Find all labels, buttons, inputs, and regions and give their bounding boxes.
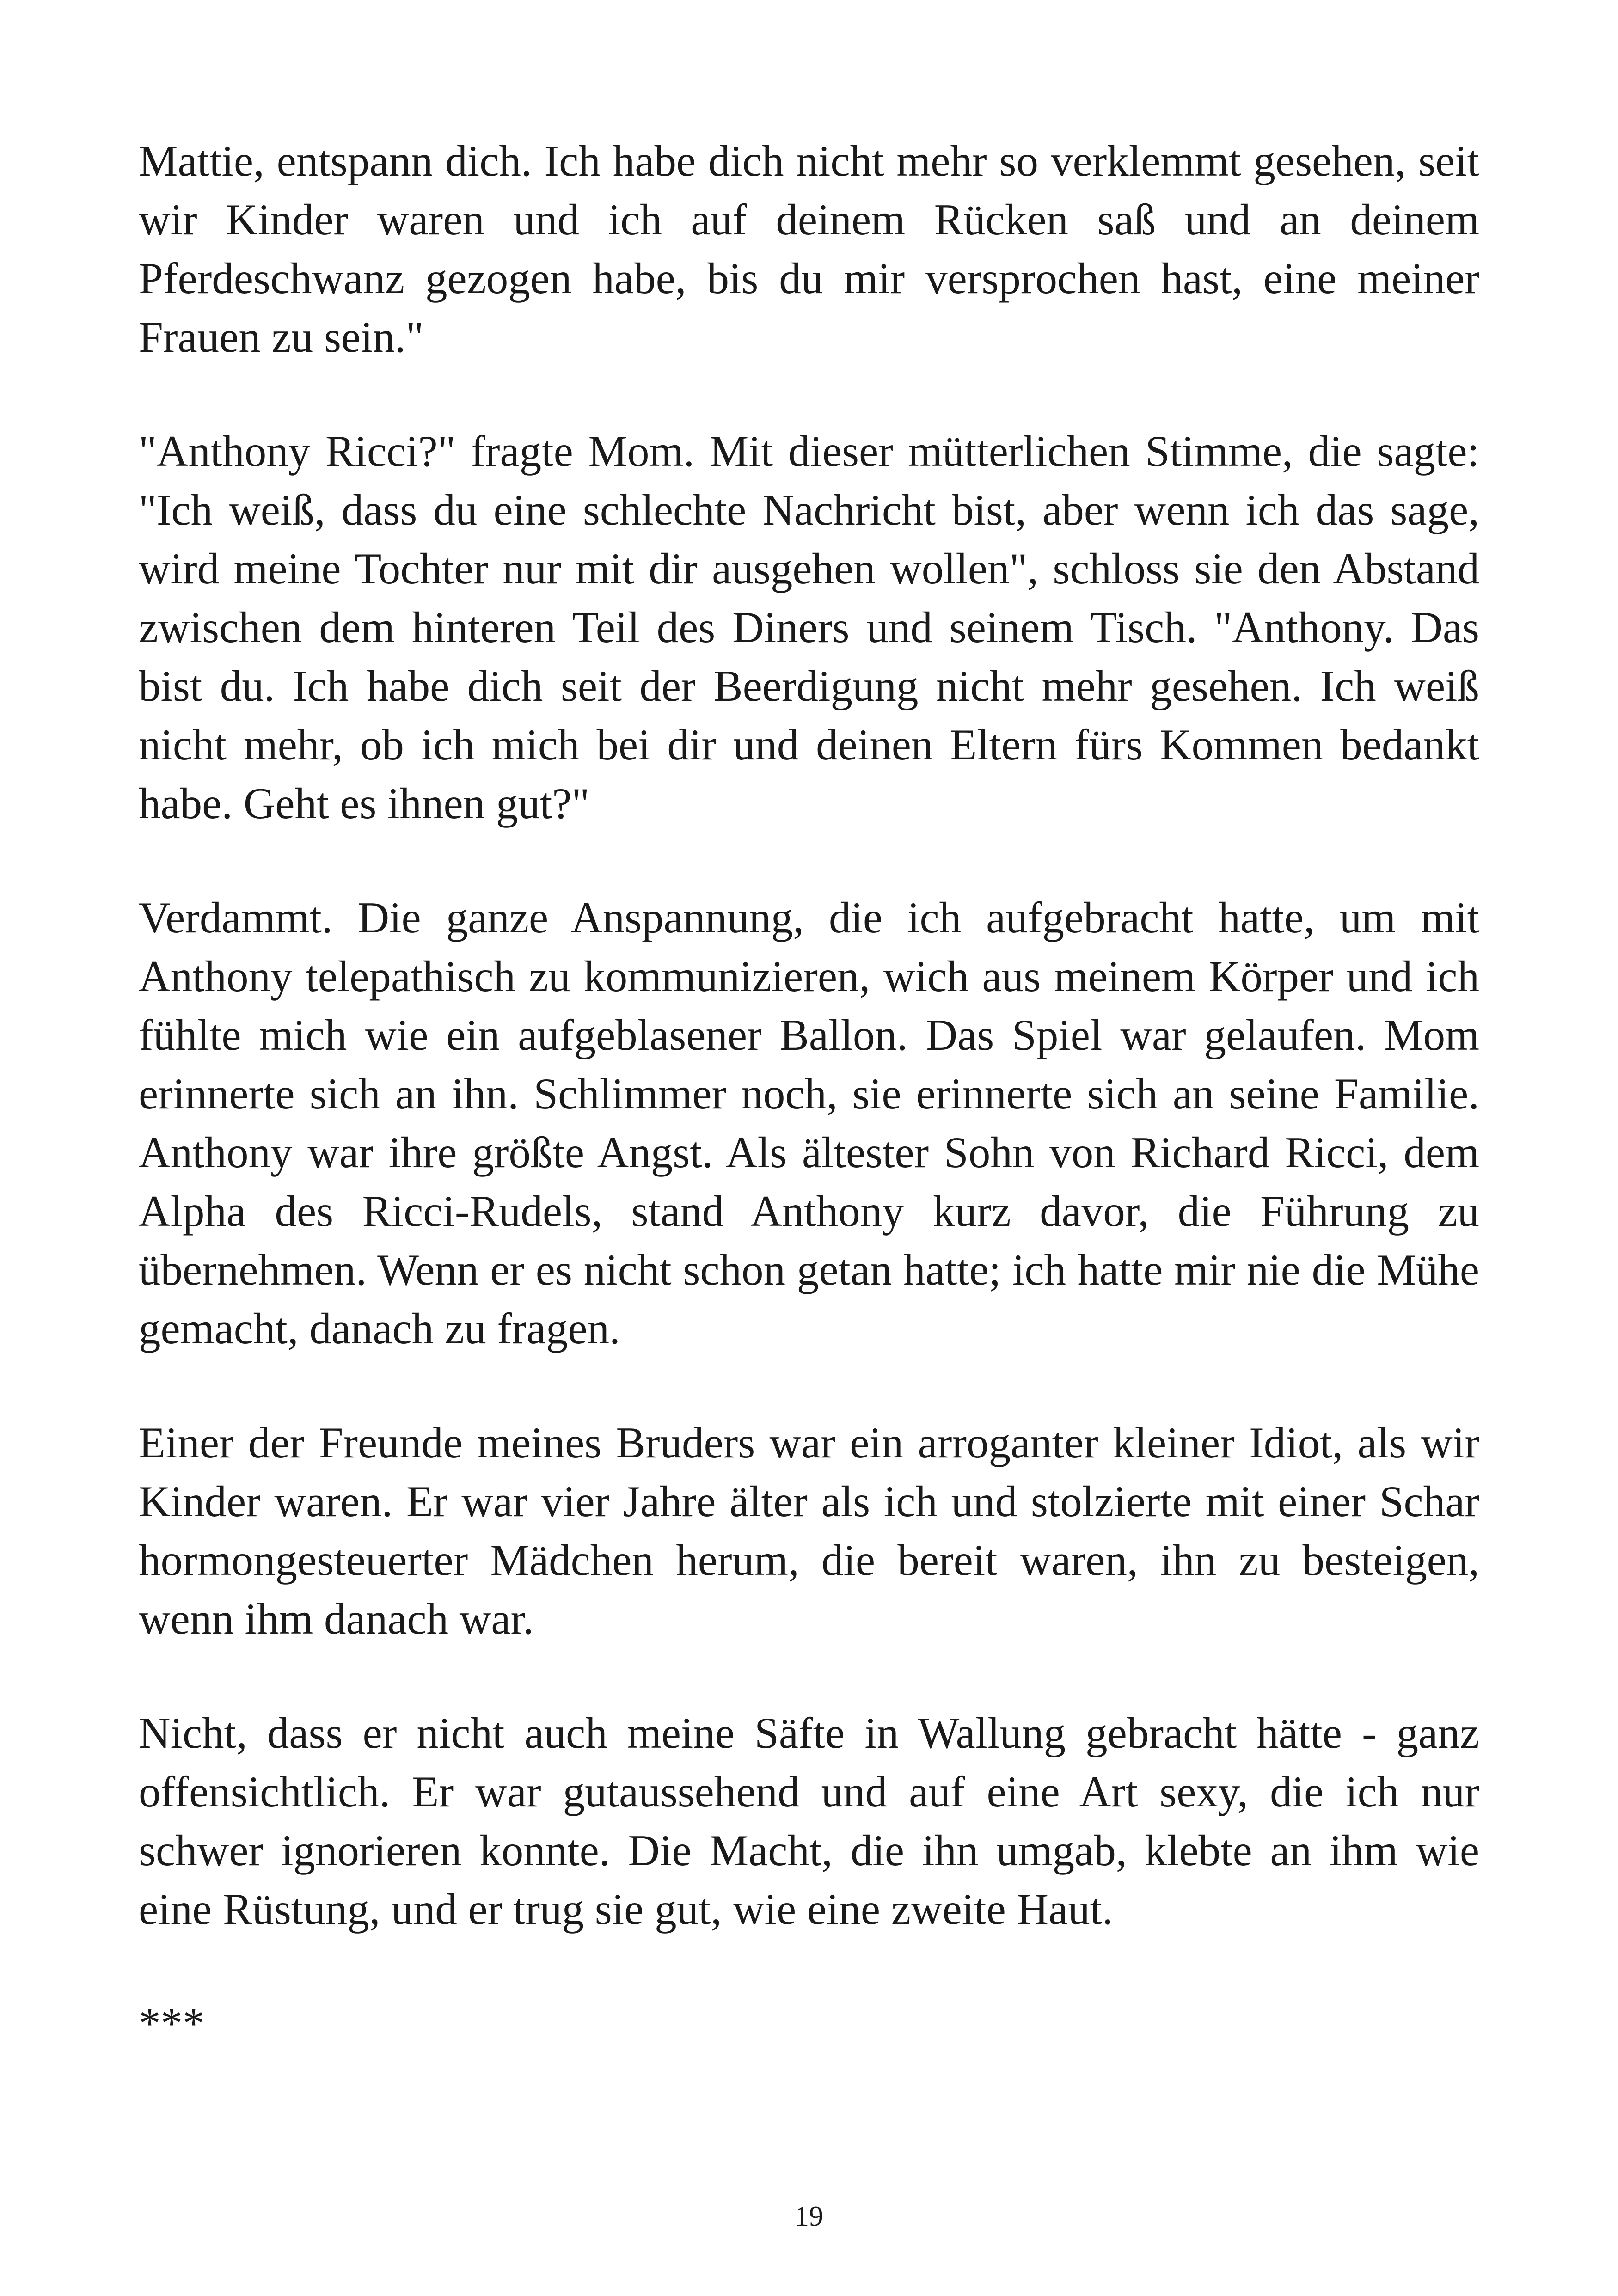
paragraph: "Anthony Ricci?" fragte Mom. Mit dieser mütterlichen Stimme, die sagte: "Ich weiß, dass du eine schlechte Nachricht bist, aber wenn ich das sage, wird meine Tochter nur mit dir ausgehen wollen", schloss sie den Abstand zwischen dem hinteren Teil des Diners und seinem Tisch. "Anthony. Das bist du. Ich habe dich seit der Beerdigung nicht mehr gesehen. Ich weiß nicht mehr, ob ich mich bei dir und deinen Eltern fürs Kommen bedankt habe. Geht es ihnen gut?" — [139, 427, 1479, 828]
page-number: 19 — [795, 2201, 823, 2232]
scene-separator: *** — [139, 1999, 205, 2048]
body-text — [139, 132, 1479, 2053]
paragraph: Einer der Freunde meines Bruders war ein arroganter kleiner Idiot, als wir Kinder waren. Er war vier Jahre älter als ich und stolzierte mit einer Schar hormongesteuerter Mädchen herum, die bereit waren, ihn zu besteigen, wenn ihm danach war. — [139, 1418, 1479, 1643]
paragraph: Verdammt. Die ganze Anspannung, die ich aufgebracht hatte, um mit Anthony telepathisch zu kommunizieren, wich aus meinem Körper und ich fühlte mich wie ein aufgeblasener Ballon. Das Spiel war gelaufen. Mom erinnerte sich an ihn. Schlimmer noch, sie erinnerte sich an seine Familie. Anthony war ihre größte Angst. Als ältester Sohn von Richard Ricci, dem Alpha des Ricci-Rudels, stand Anthony kurz davor, die Führung zu übernehmen. Wenn er es nicht schon getan hatte; ich hatte mir nie die Mühe gemacht, danach zu fragen. — [139, 893, 1479, 1353]
paragraph: Mattie, entspann dich. Ich habe dich nicht mehr so verklemmt gesehen, seit wir Kinder waren und ich auf deinem Rücken saß und an deinem Pferdeschwanz gezogen habe, bis du mir versprochen hast, eine meiner Frauen zu sein." — [139, 136, 1479, 361]
paragraph: Nicht, dass er nicht auch meine Säfte in Wallung gebracht hätte - ganz offensichtlich. Er war gutaussehend und auf eine Art sexy, die ich nur schwer ignorieren konnte. Die Macht, die ihn umgab, klebte an ihm wie eine Rüstung, und er trug sie gut, wie eine zweite Haut. — [139, 1708, 1479, 1934]
